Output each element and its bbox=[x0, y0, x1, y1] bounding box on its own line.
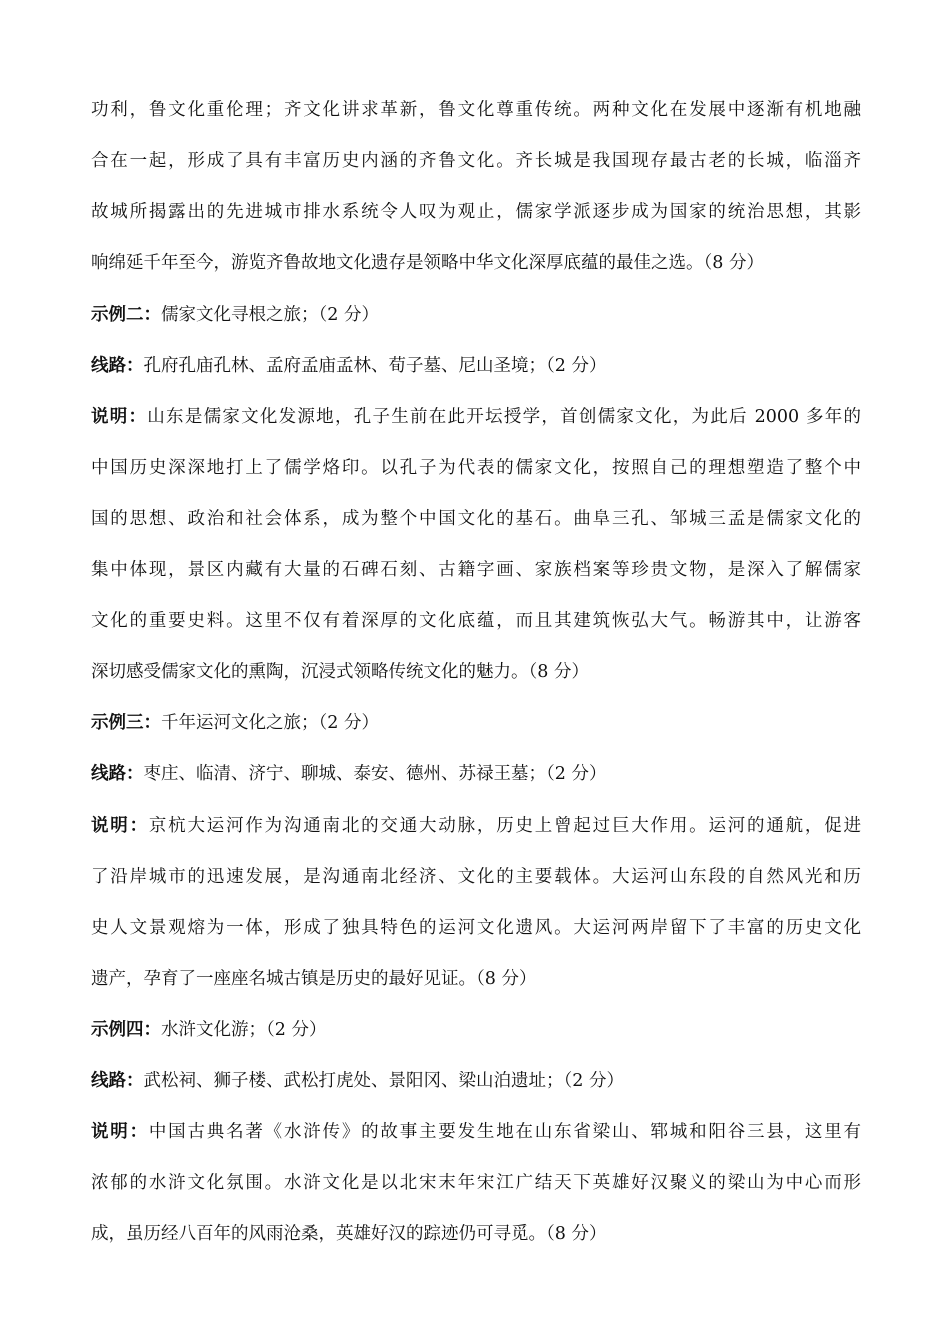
route-label: 线路： bbox=[91, 1071, 144, 1091]
example3-heading bbox=[91, 710, 861, 736]
desc-label: 说明： bbox=[91, 1122, 149, 1142]
paragraph-line: 国的思想、政治和社会体系，成为整个中国文化的基石。曲阜三孔、邹城三孟是儒家文化的 bbox=[91, 509, 861, 529]
example-title: 儒家文化寻根之旅；（2 分） bbox=[161, 305, 379, 325]
route-text: 枣庄、临清、济宁、聊城、泰安、德州、苏禄王墓；（2 分） bbox=[143, 764, 607, 784]
example-title: 千年运河文化之旅；（2 分） bbox=[161, 713, 379, 733]
example4-desc-first-line bbox=[91, 1119, 861, 1145]
example3-desc-first-line bbox=[91, 813, 861, 839]
example3-route bbox=[91, 761, 861, 787]
paragraph-line: 史人文景观熔为一体，形成了独具特色的运河文化遗风。大运河两岸留下了丰富的历史文化 bbox=[91, 918, 861, 938]
desc-text: 山东是儒家文化发源地，孔子生前在此开坛授学，首创儒家文化，为此后 2000 多年的 bbox=[147, 407, 861, 427]
paragraph-line: 成，虽历经八百年的风雨沧桑，英雄好汉的踪迹仍可寻觅。（8 分） bbox=[91, 1224, 607, 1244]
paragraph-line: 了沿岸城市的迅速发展，是沟通南北经济、文化的主要载体。大运河山东段的自然风光和历 bbox=[91, 867, 861, 887]
desc-text: 中国古典名著《水浒传》的故事主要发生地在山东省梁山、郓城和阳谷三县，这里有 bbox=[148, 1122, 862, 1142]
route-label: 线路： bbox=[91, 356, 144, 376]
desc-label: 说明： bbox=[91, 816, 149, 836]
desc-label: 说明： bbox=[91, 407, 148, 427]
route-text: 武松祠、狮子楼、武松打虎处、景阳冈、梁山泊遗址；（2 分） bbox=[143, 1071, 624, 1091]
example-label: 示例三： bbox=[91, 713, 161, 733]
route-text: 孔府孔庙孔林、孟府孟庙孟林、荀子墓、尼山圣境；（2 分） bbox=[143, 356, 607, 376]
example4-route bbox=[91, 1068, 861, 1094]
paragraph-line: 集中体现，景区内藏有大量的石碑石刻、古籍字画、家族档案等珍贵文物，是深入了解儒家 bbox=[91, 560, 861, 580]
example2-route bbox=[91, 353, 861, 379]
paragraph-line: 遗产，孕育了一座座名城古镇是历史的最好见证。（8 分） bbox=[91, 969, 537, 989]
route-label: 线路： bbox=[91, 764, 144, 784]
example2-desc-first-line bbox=[91, 404, 861, 430]
example-label: 示例二： bbox=[91, 305, 161, 325]
example4-heading bbox=[91, 1017, 861, 1043]
paragraph-line: 文化的重要史料。这里不仅有着深厚的文化底蕴，而且其建筑恢弘大气。畅游其中，让游客 bbox=[91, 611, 861, 631]
paragraph-line: 中国历史深深地打上了儒学烙印。以孔子为代表的儒家文化，按照自己的理想塑造了整个中 bbox=[91, 458, 861, 478]
paragraph-line: 浓郁的水浒文化氛围。水浒文化是以北宋末年宋江广结天下英雄好汉聚义的梁山为中心而形 bbox=[91, 1173, 861, 1193]
example-label: 示例四： bbox=[91, 1020, 161, 1040]
paragraph-line: 功利，鲁文化重伦理；齐文化讲求革新，鲁文化尊重传统。两种文化在发展中逐渐有机地融 bbox=[91, 100, 861, 120]
paragraph-line: 响绵延千年至今，游览齐鲁故地文化遗存是领略中华文化深厚底蕴的最佳之选。（8 分） bbox=[91, 253, 764, 273]
paragraph-line: 故城所揭露出的先进城市排水系统令人叹为观止，儒家学派逐步成为国家的统治思想，其影 bbox=[91, 202, 861, 222]
desc-text: 京杭大运河作为沟通南北的交通大动脉，历史上曾起过巨大作用。运河的通航，促进 bbox=[148, 816, 862, 836]
paragraph-line: 合在一起，形成了具有丰富历史内涵的齐鲁文化。齐长城是我国现存最古老的长城，临淄齐 bbox=[91, 151, 861, 171]
paragraph-line: 深切感受儒家文化的熏陶，沉浸式领略传统文化的魅力。（8 分） bbox=[91, 662, 589, 682]
example-title: 水浒文化游；（2 分） bbox=[161, 1020, 327, 1040]
example2-heading bbox=[91, 302, 861, 328]
